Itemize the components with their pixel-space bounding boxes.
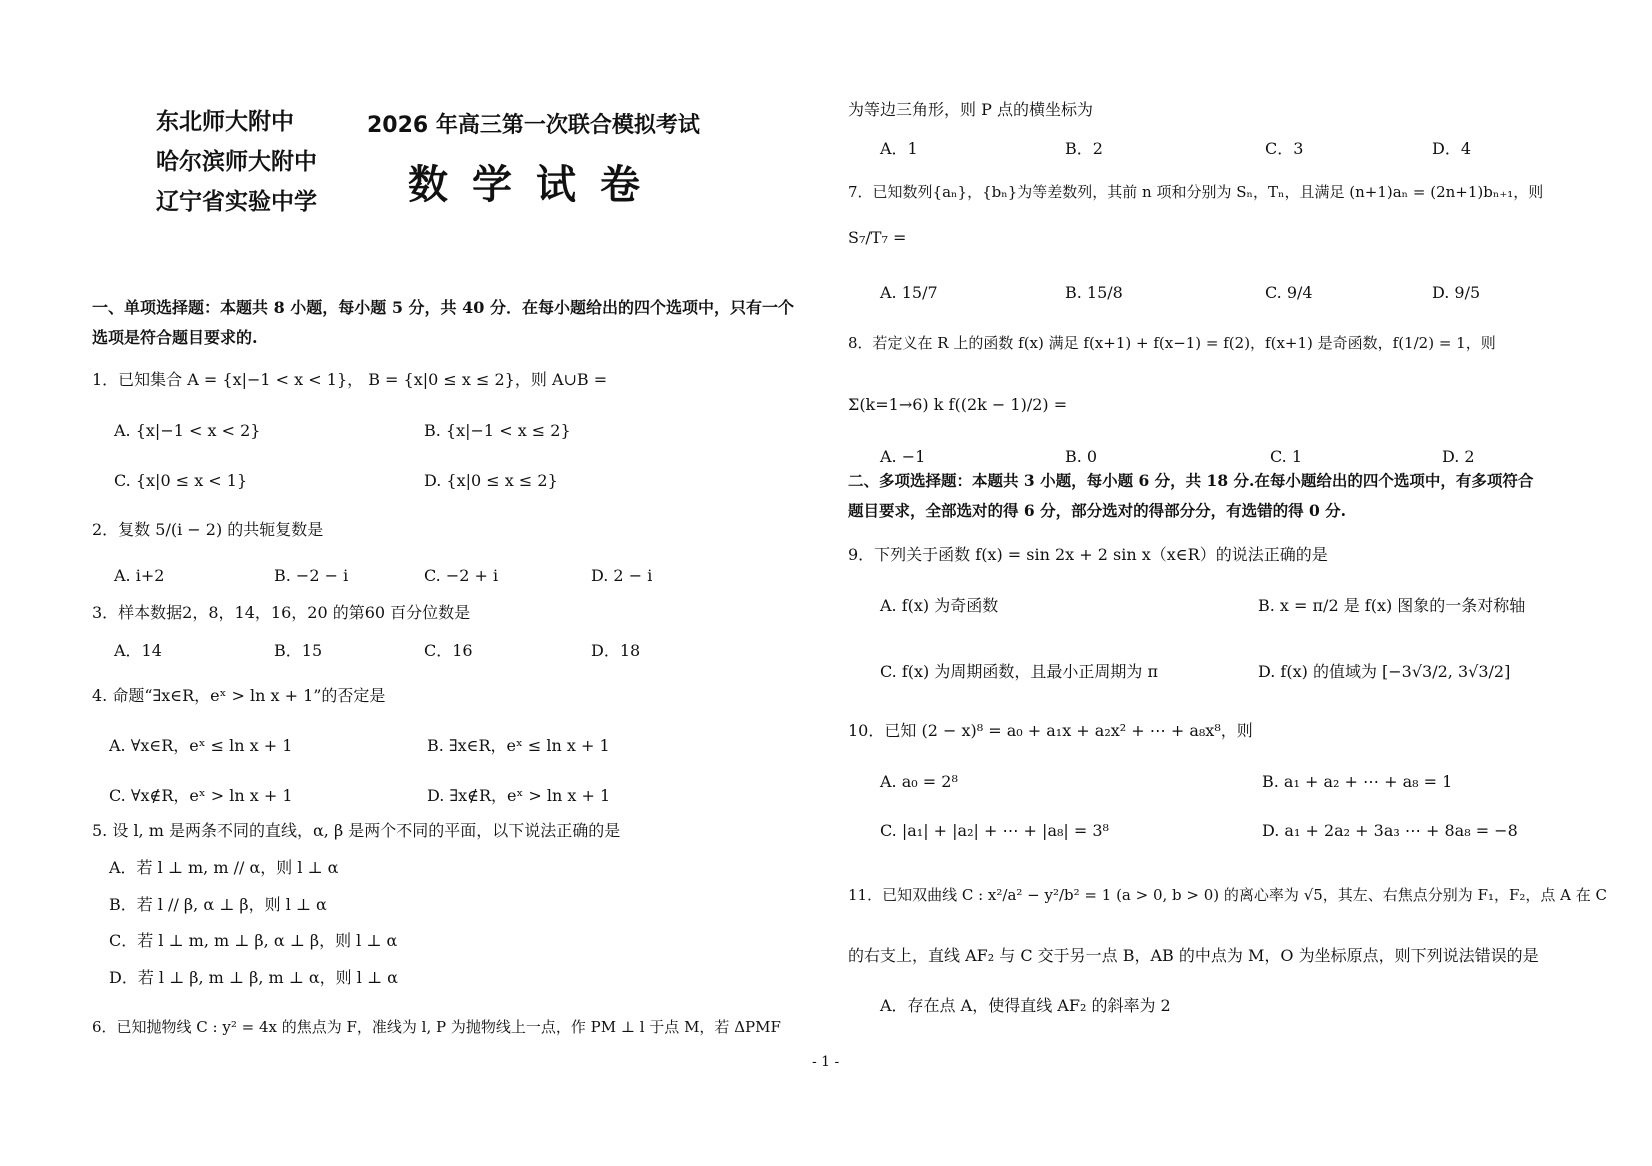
q6-stem: 6．已知抛物线 C : y² = 4x 的焦点为 F，准线为 l, P 为抛物线上一点，作 PM ⊥ l 于点 M，若 ΔPMF	[92, 1018, 781, 1036]
q10-option-a: A. a₀ = 2⁸	[880, 772, 958, 791]
q8-stem: 8．若定义在 R 上的函数 f(x) 满足 f(x+1) + f(x−1) = f(2)，f(x+1) 是奇函数，f(1/2) = 1，则	[848, 334, 1496, 352]
q1-option-a: A. {x|−1 < x < 2}	[114, 421, 261, 440]
q2-option-d: D. 2 − i	[591, 566, 653, 585]
q3-option-b: B．15	[274, 641, 323, 660]
q1-option-d: D. {x|0 ≤ x ≤ 2}	[424, 471, 558, 490]
q2-option-b: B. −2 − i	[274, 566, 349, 585]
q8-option-c: C. 1	[1270, 447, 1303, 466]
q4-stem: 4. 命题“∃x∈R，eˣ > ln x + 1”的否定是	[92, 686, 386, 705]
q3-option-a: A．14	[114, 641, 162, 660]
q1-option-c: C. {x|0 ≤ x < 1}	[114, 471, 248, 490]
q2-option-a: A. i+2	[114, 566, 165, 585]
q5-option-a: A．若 l ⊥ m, m // α，则 l ⊥ α	[109, 858, 339, 877]
school-name-3: 辽宁省实验中学	[156, 189, 317, 215]
q3-option-d: D．18	[591, 641, 641, 660]
q5-option-b: B．若 l // β, α ⊥ β，则 l ⊥ α	[109, 895, 327, 914]
section1-line2: 选项是符合题目要求的.	[92, 328, 258, 347]
q9-stem: 9．下列关于函数 f(x) = sin 2x + 2 sin x（x∈R）的说法正确的是	[848, 545, 1328, 564]
page-number: - 1 -	[812, 1054, 840, 1070]
q10-option-d: D. a₁ + 2a₂ + 3a₃ ⋯ + 8a₈ = −8	[1262, 821, 1518, 840]
q9-option-c: C. f(x) 为周期函数，且最小正周期为 π	[880, 662, 1158, 681]
q8-option-a: A. −1	[880, 447, 926, 466]
q4-option-a: A. ∀x∈R，eˣ ≤ ln x + 1	[109, 736, 293, 755]
q7-option-c: C. 9/4	[1265, 283, 1313, 302]
q4-option-c: C. ∀x∉R，eˣ > ln x + 1	[109, 786, 293, 805]
q7-stem-cont: S₇/T₇ =	[848, 228, 907, 247]
q8-stem-cont: Σ(k=1→6) k f((2k − 1)/2) =	[848, 395, 1068, 414]
q11-option-a: A．存在点 A，使得直线 AF₂ 的斜率为 2	[880, 996, 1171, 1015]
q11-stem: 11．已知双曲线 C : x²/a² − y²/b² = 1 (a > 0, b > 0) 的离心率为 √5，其左、右焦点分别为 F₁，F₂，点 A 在 C	[848, 886, 1608, 904]
section2-line2: 题目要求，全部选对的得 6 分，部分选对的得部分分，有选错的得 0 分.	[848, 501, 1347, 520]
q2-option-c: C. −2 + i	[424, 566, 499, 585]
q3-stem: 3．样本数据2，8，14，16，20 的第60 百分位数是	[92, 603, 471, 622]
q7-option-b: B. 15/8	[1065, 283, 1123, 302]
q11-stem-cont: 的右支上，直线 AF₂ 与 C 交于另一点 B，AB 的中点为 M，O 为坐标原点，则下列说法错误的是	[848, 946, 1539, 965]
q4-option-d: D. ∃x∉R，eˣ > ln x + 1	[427, 786, 611, 805]
q6-option-a: A．1	[880, 139, 918, 158]
q10-option-c: C. |a₁| + |a₂| + ⋯ + |a₈| = 3⁸	[880, 821, 1109, 840]
q6-stem-cont: 为等边三角形，则 P 点的横坐标为	[848, 100, 1093, 119]
school-name-2: 哈尔滨师大附中	[156, 149, 317, 175]
q9-option-d: D. f(x) 的值域为 [−3√3/2, 3√3/2]	[1258, 662, 1511, 681]
q6-option-c: C．3	[1265, 139, 1304, 158]
q7-stem: 7．已知数列{aₙ}，{bₙ}为等差数列，其前 n 项和分别为 Sₙ，Tₙ，且满足 (n+1)aₙ = (2n+1)bₙ₊₁，则	[848, 183, 1544, 201]
subject-title: 数学试卷	[408, 162, 664, 208]
section1-line1: 一、单项选择题：本题共 8 小题，每小题 5 分，共 40 分．在每小题给出的四个选项中，只有一个	[92, 298, 794, 317]
q9-option-a: A. f(x) 为奇函数	[880, 596, 999, 615]
q6-option-b: B．2	[1065, 139, 1103, 158]
q1-stem: 1．已知集合 A = {x|−1 < x < 1}， B = {x|0 ≤ x ≤ 2}，则 A∪B =	[92, 370, 608, 389]
school-name-1: 东北师大附中	[156, 109, 294, 135]
q10-stem: 10．已知 (2 − x)⁸ = a₀ + a₁x + a₂x² + ⋯ + a₈x⁸，则	[848, 721, 1253, 740]
q4-option-b: B. ∃x∈R，eˣ ≤ ln x + 1	[427, 736, 610, 755]
q3-option-c: C．16	[424, 641, 473, 660]
q1-option-b: B. {x|−1 < x ≤ 2}	[424, 421, 571, 440]
q5-option-d: D．若 l ⊥ β, m ⊥ β, m ⊥ α，则 l ⊥ α	[109, 968, 398, 987]
q7-option-d: D. 9/5	[1432, 283, 1481, 302]
q10-option-b: B. a₁ + a₂ + ⋯ + a₈ = 1	[1262, 772, 1453, 791]
q5-option-c: C．若 l ⊥ m, m ⊥ β, α ⊥ β，则 l ⊥ α	[109, 931, 398, 950]
q8-option-b: B. 0	[1065, 447, 1098, 466]
section2-line1: 二、多项选择题：本题共 3 小题，每小题 6 分，共 18 分.在每小题给出的四个选项中，有多项符合	[848, 471, 1534, 490]
q8-option-d: D. 2	[1442, 447, 1475, 466]
exam-title: 2026 年高三第一次联合模拟考试	[367, 113, 700, 138]
q9-option-b: B. x = π/2 是 f(x) 图象的一条对称轴	[1258, 596, 1526, 615]
q7-option-a: A. 15/7	[880, 283, 938, 302]
q2-stem: 2．复数 5/(i − 2) 的共轭复数是	[92, 520, 324, 539]
q6-option-d: D．4	[1432, 139, 1472, 158]
q5-stem: 5. 设 l, m 是两条不同的直线，α, β 是两个不同的平面，以下说法正确的是	[92, 821, 621, 840]
